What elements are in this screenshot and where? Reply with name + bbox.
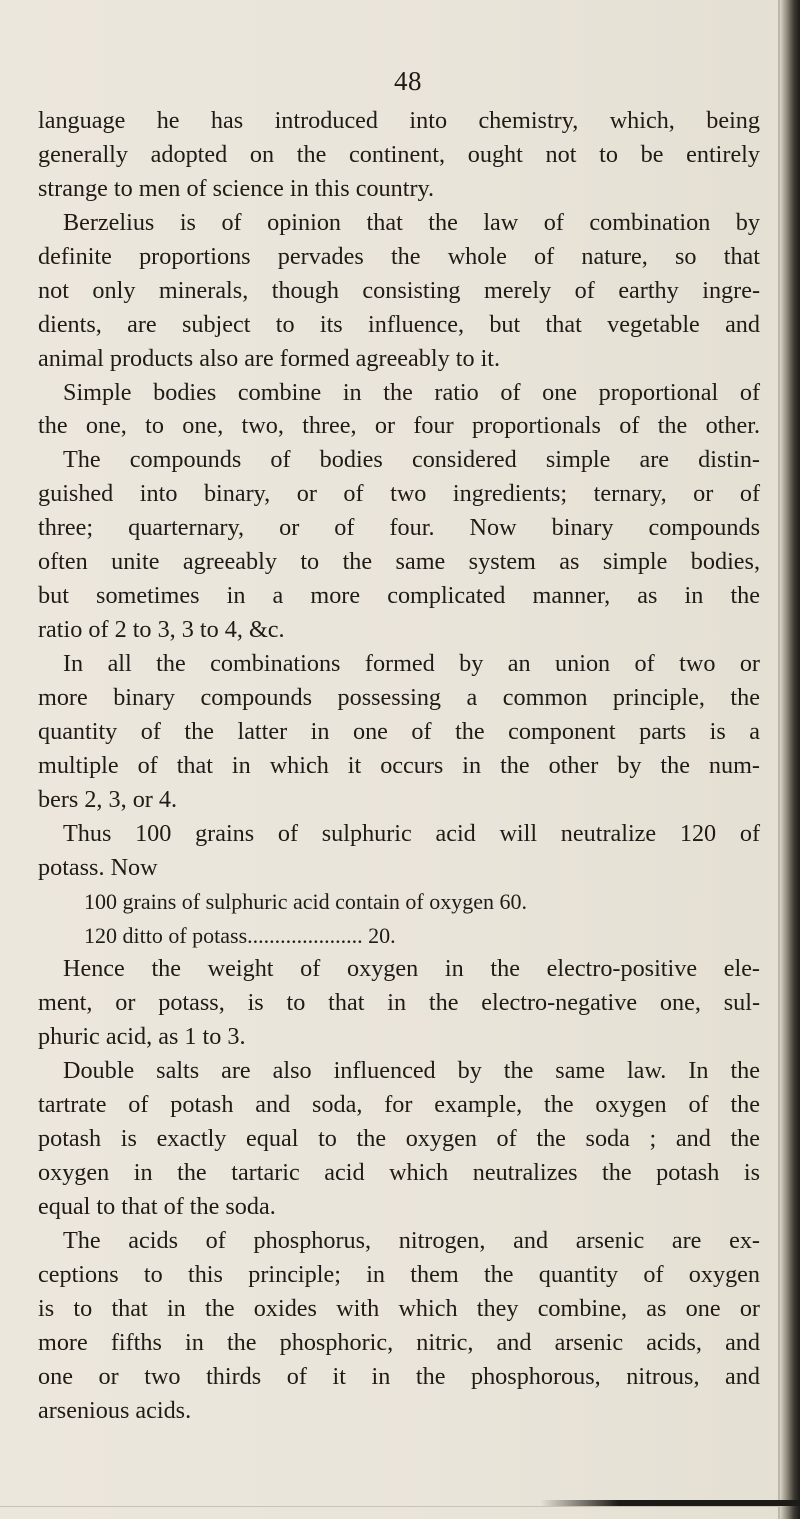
text-line: The compounds of bodies considered simple are distin- [63, 446, 760, 474]
text-line: quantity of the latter in one of the component parts is a [38, 717, 760, 745]
text-line: language he has introduced into chemistry, which, being [38, 107, 760, 134]
text-line: Simple bodies combine in the ratio of one proportional of [63, 378, 760, 406]
body-text [38, 104, 760, 1428]
page-number: 48 [394, 66, 422, 96]
text-line: the one, to one, two, three, or four proportionals of the other. [38, 412, 760, 440]
text-line: but sometimes in a more complicated manner, as in the [38, 582, 760, 610]
text-line: ment, or potass, is to that in the electro-negative one, sul- [38, 989, 760, 1017]
text-line: is to that in the oxides with which they combine, as one or [38, 1294, 760, 1322]
text-line: three; quarternary, or of four. Now binary compounds [38, 514, 760, 542]
text-line: potass. Now [38, 853, 158, 881]
table-row: 100 grains of sulphuric acid contain of oxygen 60. [84, 888, 527, 914]
text-line: Berzelius is of opinion that the law of combination by [63, 208, 760, 236]
text-line: definite proportions pervades the whole of nature, so that [38, 242, 760, 270]
text-line: more fifths in the phosphoric, nitric, and arsenic acids, and [38, 1328, 760, 1356]
book-spine-shadow [780, 0, 800, 1519]
text-line: dients, are subject to its influence, but that vegetable and [38, 310, 760, 338]
text-line: potash is exactly equal to the oxygen of the soda ; and the [38, 1125, 760, 1153]
text-line: arsenious acids. [38, 1396, 192, 1424]
text-line: tartrate of potash and soda, for example, the oxygen of the [38, 1091, 760, 1119]
text-line: Hence the weight of oxygen in the electro-positive ele- [63, 955, 760, 983]
text-line: often unite agreeably to the same system as simple bodies, [38, 548, 760, 576]
bottom-shadow-rule [540, 1500, 800, 1506]
text-line: In all the combinations formed by an union of two or [63, 650, 760, 677]
text-line: ratio of 2 to 3, 3 to 4, &c. [38, 616, 285, 644]
text-line: generally adopted on the continent, ought not to be entirely [38, 140, 760, 168]
text-line: more binary compounds possessing a common principle, the [38, 683, 760, 711]
text-line: ceptions to this principle; in them the quantity of oxygen [38, 1260, 760, 1288]
text-line: Thus 100 grains of sulphuric acid will neutralize 120 of [63, 819, 760, 847]
text-line: one or two thirds of it in the phosphorous, nitrous, and [38, 1362, 760, 1390]
text-line: equal to that of the soda. [38, 1193, 276, 1220]
table-row: 120 ditto of potass..................... 20. [84, 922, 396, 948]
text-line: The acids of phosphorus, nitrogen, and arsenic are ex- [63, 1226, 760, 1254]
text-line: Double salts are also influenced by the same law. In the [63, 1057, 760, 1085]
text-line: animal products also are formed agreeably to it. [38, 344, 501, 372]
text-line: guished into binary, or of two ingredients; ternary, or of [38, 480, 760, 508]
text-line: phuric acid, as 1 to 3. [38, 1023, 246, 1051]
text-line: multiple of that in which it occurs in the other by the num- [38, 751, 760, 779]
text-line: not only minerals, though consisting merely of earthy ingre- [38, 276, 760, 304]
page-bottom-edge [0, 1506, 780, 1507]
text-line: bers 2, 3, or 4. [38, 785, 178, 813]
text-line: oxygen in the tartaric acid which neutralizes the potash is [38, 1159, 760, 1187]
text-line: strange to men of science in this country. [38, 174, 435, 202]
